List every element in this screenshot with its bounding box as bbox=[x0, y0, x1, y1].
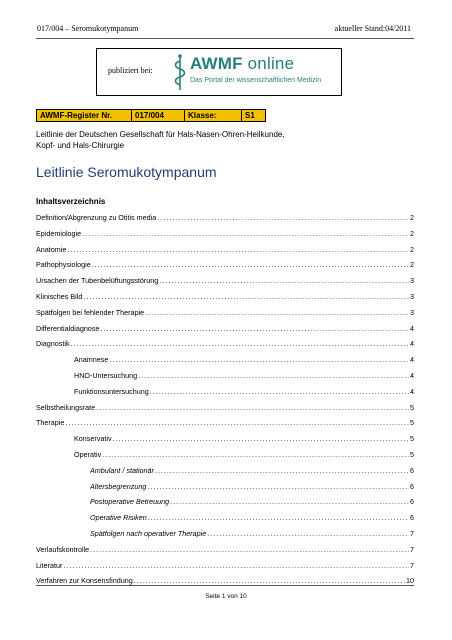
caduceus-icon bbox=[172, 53, 188, 91]
toc-entry[interactable] bbox=[36, 418, 414, 427]
toc-entry-page: 4 bbox=[410, 386, 414, 396]
toc-entry-page: 3 bbox=[410, 307, 414, 317]
toc-leader-dots bbox=[92, 260, 409, 269]
page-footer: Seite 1 von 10 bbox=[205, 593, 247, 600]
class-value: S1 bbox=[242, 110, 266, 122]
toc-entry-page: 6 bbox=[410, 481, 414, 491]
toc-entry-label: Therapie bbox=[36, 418, 65, 428]
publisher-box bbox=[96, 48, 342, 96]
toc-leader-dots bbox=[65, 418, 409, 427]
logo-name-light: online bbox=[242, 54, 295, 73]
toc-entry[interactable] bbox=[74, 371, 414, 380]
toc-leader-dots bbox=[113, 434, 409, 443]
subtitle-line-1: Leitlinie der Deutschen Gesellschaft für Hals-Nasen-Ohren-Heilkunde, bbox=[36, 130, 285, 139]
toc-leader-dots bbox=[109, 355, 409, 364]
toc-entry-page: 7 bbox=[410, 544, 414, 554]
toc-leader-dots bbox=[71, 339, 409, 348]
toc-leader-dots bbox=[207, 529, 409, 538]
toc-entry-label: Diagnostik bbox=[36, 339, 70, 349]
toc-leader-dots bbox=[100, 324, 409, 333]
toc-entry-label: Operativ bbox=[74, 450, 102, 459]
toc-entry[interactable] bbox=[36, 403, 414, 412]
toc-entry-label: HNO-Untersuchung bbox=[74, 371, 138, 380]
publisher-label: publiziert bei: bbox=[108, 66, 153, 75]
toc-entry-page: 3 bbox=[410, 276, 414, 286]
toc-entry-page: 5 bbox=[410, 434, 414, 444]
toc-entry[interactable] bbox=[74, 355, 414, 364]
toc-entry-label: Operative Risiken bbox=[90, 513, 147, 523]
toc-entry[interactable] bbox=[36, 339, 414, 348]
toc-entry-label: Literatur bbox=[36, 560, 63, 570]
toc-entry-page: 6 bbox=[410, 497, 414, 507]
toc-entry[interactable] bbox=[36, 324, 414, 333]
toc-entry-label: Spätfolgen nach operativer Therapie bbox=[90, 529, 207, 538]
register-table bbox=[36, 109, 266, 122]
toc-entry[interactable] bbox=[74, 387, 414, 396]
toc-entry-label: Verfahren zur Konsensfindung bbox=[36, 576, 133, 586]
toc-leader-dots bbox=[147, 482, 409, 491]
toc-entry-label: Ursachen der Tubenbelüftungsstörung bbox=[36, 276, 159, 286]
toc-entry[interactable] bbox=[36, 276, 414, 285]
toc-entry[interactable] bbox=[36, 245, 414, 254]
logo-tagline: Das Portal der wissenschaftlichen Medizin bbox=[190, 77, 322, 84]
toc-entry[interactable] bbox=[90, 513, 414, 522]
toc-entry-label: Spätfolgen bei fehlender Therapie bbox=[36, 307, 145, 317]
toc-leader-dots bbox=[148, 513, 409, 522]
toc-entry-label: Definition/Abgrenzung zu Otitis media bbox=[36, 213, 157, 222]
header-right: aktueller Stand:04/2011 bbox=[334, 24, 411, 33]
toc-entry-label: Differentialdiagnose bbox=[36, 323, 100, 333]
toc-entry[interactable] bbox=[36, 260, 414, 269]
footer-divider bbox=[36, 585, 414, 586]
page-title: Leitlinie Seromukotympanum bbox=[36, 164, 217, 180]
toc-entry-page: 2 bbox=[410, 228, 414, 238]
toc-entry[interactable] bbox=[36, 561, 414, 570]
toc-entry[interactable] bbox=[36, 229, 414, 238]
toc-entry-page: 7 bbox=[410, 529, 414, 538]
logo-name-bold: AWMF bbox=[190, 54, 243, 73]
logo-name bbox=[190, 54, 294, 74]
toc-entry-page: 4 bbox=[410, 339, 414, 349]
toc-entry-page: 4 bbox=[410, 323, 414, 333]
toc-entry-label: Verlaufskontrolle bbox=[36, 544, 90, 554]
toc-entry[interactable] bbox=[36, 545, 414, 554]
toc-leader-dots bbox=[155, 466, 409, 475]
class-label: Klasse: bbox=[185, 110, 242, 122]
toc-entry-label: Ambulant / stationär bbox=[90, 465, 154, 475]
toc-entry-label: Funktionsuntersuchung bbox=[74, 386, 149, 396]
toc-entry-page: 3 bbox=[410, 292, 414, 301]
toc-leader-dots bbox=[90, 545, 409, 554]
toc-entry-label: Pathophysiologie bbox=[36, 260, 91, 270]
toc-entry-label: Altersbegrenzung bbox=[90, 481, 147, 491]
toc-leader-dots bbox=[63, 561, 409, 570]
toc-entry-label: Anatomie bbox=[36, 244, 67, 254]
toc-entry[interactable] bbox=[74, 434, 414, 443]
toc-entry[interactable] bbox=[74, 450, 414, 459]
toc-leader-dots bbox=[145, 308, 409, 317]
toc-entry-label: Konservativ bbox=[74, 434, 112, 444]
toc-entry[interactable] bbox=[90, 529, 414, 538]
toc-entry-label: Selbstheilungsrate bbox=[36, 402, 96, 412]
toc-entry[interactable] bbox=[90, 466, 414, 475]
toc-leader-dots bbox=[159, 276, 409, 285]
register-label: AWMF-Register Nr. bbox=[37, 110, 132, 122]
awmf-logo[interactable] bbox=[172, 53, 338, 91]
toc-entry-page: 6 bbox=[410, 465, 414, 475]
toc-entry-label: Klinisches Bild bbox=[36, 292, 83, 301]
toc-leader-dots bbox=[83, 292, 409, 301]
header-left: 017/004 – Seromukotympanum bbox=[37, 24, 139, 33]
toc-entry-label: Epidemiologie bbox=[36, 228, 82, 238]
toc-entry[interactable] bbox=[90, 482, 414, 491]
toc-entry-page: 5 bbox=[410, 450, 414, 459]
toc-entry-page: 2 bbox=[410, 244, 414, 254]
toc-leader-dots bbox=[102, 450, 409, 459]
toc-entry-label: Anamnese bbox=[74, 355, 109, 365]
toc-entry-label: Postoperative Betreuung bbox=[90, 497, 170, 507]
toc-entry[interactable] bbox=[90, 497, 414, 506]
toc-leader-dots bbox=[67, 245, 409, 254]
subtitle bbox=[36, 129, 285, 151]
subtitle-line-2: Kopf- und Hals-Chirurgie bbox=[36, 141, 125, 150]
header-divider bbox=[36, 38, 414, 39]
toc-entry-page: 5 bbox=[410, 418, 414, 428]
toc-entry-page: 5 bbox=[410, 402, 414, 412]
toc-entry-page: 2 bbox=[410, 213, 414, 222]
toc-entry-page: 6 bbox=[410, 513, 414, 523]
toc-entry-page: 4 bbox=[410, 355, 414, 365]
toc-entry[interactable] bbox=[36, 213, 414, 222]
toc-leader-dots bbox=[157, 213, 409, 222]
toc-leader-dots bbox=[150, 387, 409, 396]
toc-leader-dots bbox=[138, 371, 409, 380]
toc-entry[interactable] bbox=[36, 308, 414, 317]
toc-entry-page: 4 bbox=[410, 371, 414, 380]
toc-entry-page: 10 bbox=[406, 576, 414, 586]
toc-heading: Inhaltsverzeichnis bbox=[36, 197, 106, 206]
toc-leader-dots bbox=[170, 497, 409, 506]
toc-entry-page: 2 bbox=[410, 260, 414, 270]
toc-leader-dots bbox=[82, 229, 409, 238]
register-number: 017/004 bbox=[132, 110, 185, 122]
toc-leader-dots bbox=[96, 403, 409, 412]
toc-entry[interactable] bbox=[36, 292, 414, 301]
toc-entry-page: 7 bbox=[410, 560, 414, 570]
